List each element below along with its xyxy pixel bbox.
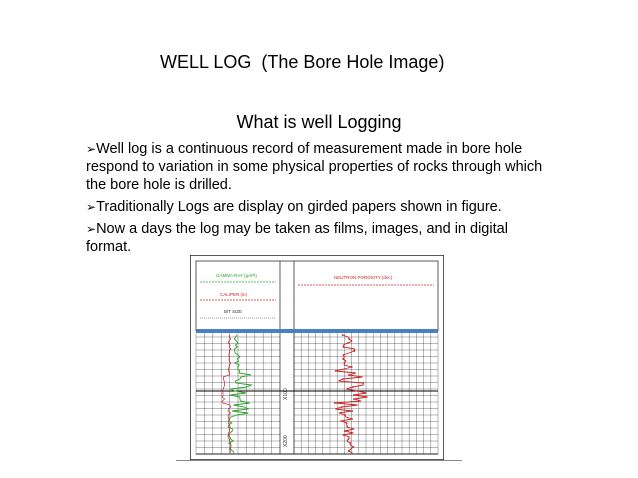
bullet-item [86, 220, 556, 256]
svg-text:CALIPER (in): CALIPER (in) [220, 292, 248, 297]
svg-text:NEUTRON POROSITY (dec): NEUTRON POROSITY (dec) [334, 275, 393, 280]
svg-text:BIT SIZE: BIT SIZE [224, 309, 243, 314]
slide-subtitle: What is well Logging [236, 112, 402, 132]
slide-title: WELL LOG (The Bore Hole Image) [160, 52, 445, 72]
bullet-text: Well log is a continuous record of measurement made in bore hole respond to variation in some physical properties of rocks through which the bore hole is drilled. [86, 141, 543, 193]
divider-line [176, 460, 462, 461]
svg-text:X200: X200 [283, 435, 289, 447]
well-log-figure [190, 255, 444, 460]
svg-text:GAMMA RAY (gAPI): GAMMA RAY (gAPI) [216, 273, 257, 278]
bullet-item [86, 140, 556, 194]
arrow-bullet-icon: ➢ [86, 142, 97, 156]
svg-text:X100: X100 [283, 388, 289, 400]
arrow-bullet-icon: ➢ [86, 222, 97, 236]
bullet-list [86, 140, 556, 260]
bullet-text: Now a days the log may be taken as films, images, and in digital format. [86, 221, 508, 255]
bullet-text: Traditionally Logs are display on girded papers shown in figure. [96, 199, 502, 215]
arrow-bullet-icon: ➢ [86, 200, 97, 214]
bullet-item [86, 198, 556, 216]
